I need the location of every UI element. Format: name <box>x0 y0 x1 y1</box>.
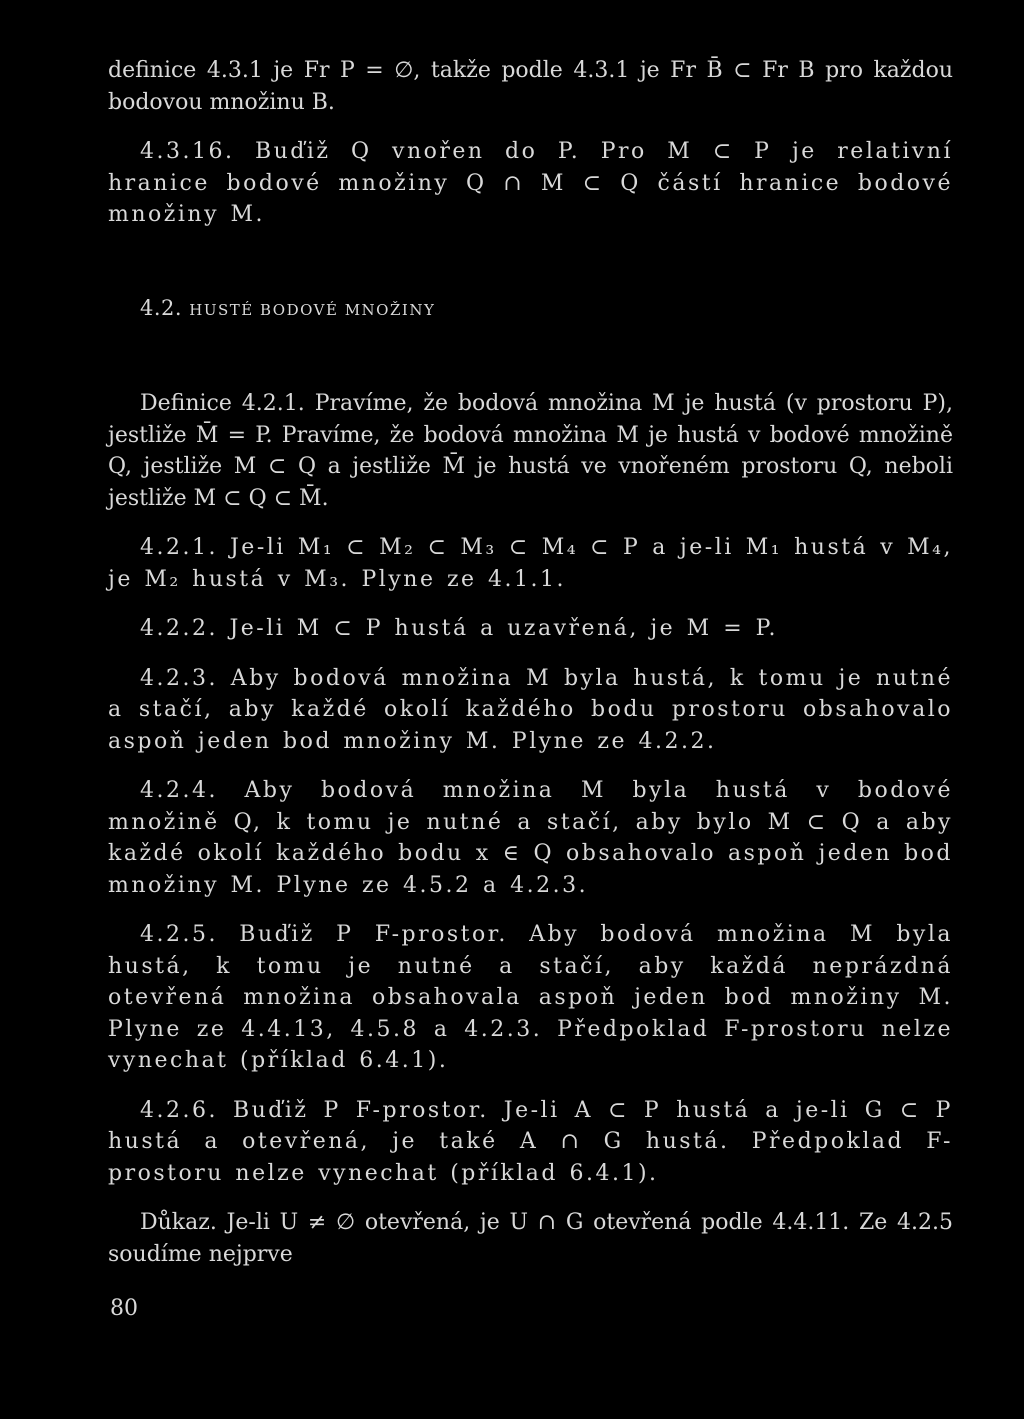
page-number: 80 <box>110 1296 138 1321</box>
definition-4-2-1: Definice 4.2.1. Pravíme, že bodová množina M je hustá (v prostoru P), jestliže M̄ = P. Pravíme, že bodová množina M je hustá v bodové množině Q, jestliže M ⊂ Q a jestliže M̄ je hustá ve vnořeném prostoru Q, neboli jestliže M ⊂ Q ⊂ M̄. <box>108 391 953 511</box>
section-number: 4.2. <box>140 295 183 320</box>
paragraph-4-3-16: 4.3.16. Buďiž Q vnořen do P. Pro M ⊂ P je relativní hranice bodové množiny Q ∩ M ⊂ Q částí hranice bodové množiny M. <box>108 139 953 227</box>
proof-paragraph: Důkaz. Je-li U ≠ ∅ otevřená, je U ∩ G otevřená podle 4.4.11. Ze 4.2.5 soudíme nejprve <box>108 1210 953 1267</box>
paragraph-continued: definice 4.3.1 je Fr P = ∅, takže podle 4.3.1 je Fr B̄ ⊂ Fr B pro každou bodovou množinu B. <box>108 58 953 115</box>
section-title: HUSTÉ BODOVÉ MNOŽINY <box>189 300 436 319</box>
theorem-4-2-4: 4.2.4. Aby bodová množina M byla hustá v bodové množině Q, k tomu je nutné a stačí, aby bylo M ⊂ Q a aby každé okolí každého bodu x ∈ Q obsahovalo aspoň jeden bod množiny M. Plyne ze 4.5.2 a 4.2.3. <box>108 778 953 898</box>
theorem-4-2-5: 4.2.5. Buďiž P F-prostor. Aby bodová množina M byla hustá, k tomu je nutné a stačí, aby každá neprázdná otevřená množina obsahovala aspoň jeden bod množiny M. Plyne ze 4.4.13, 4.5.8 a 4.2.3. Předpoklad F-prostoru nelze vynechat (příklad 6.4.1). <box>108 922 953 1073</box>
page-content <box>108 55 953 1270</box>
theorem-4-2-3: 4.2.3. Aby bodová množina M byla hustá, k tomu je nutné a stačí, aby každé okolí každého bodu prostoru obsahovalo aspoň jeden bod množiny M. Plyne ze 4.2.2. <box>108 665 953 754</box>
theorem-4-2-1: 4.2.1. Je-li M₁ ⊂ M₂ ⊂ M₃ ⊂ M₄ ⊂ P a je-li M₁ hustá v M₄, je M₂ hustá v M₃. Plyne ze 4.1.1. <box>108 535 953 592</box>
theorem-4-2-2: 4.2.2. Je-li M ⊂ P hustá a uzavřená, je M = P. <box>140 616 778 641</box>
section-heading <box>140 293 953 327</box>
theorem-4-2-6: 4.2.6. Buďiž P F-prostor. Je-li A ⊂ P hustá a je-li G ⊂ P hustá a otevřená, je také A ∩ G hustá. Předpoklad F-prostoru nelze vynechat (příklad 6.4.1). <box>108 1097 953 1186</box>
